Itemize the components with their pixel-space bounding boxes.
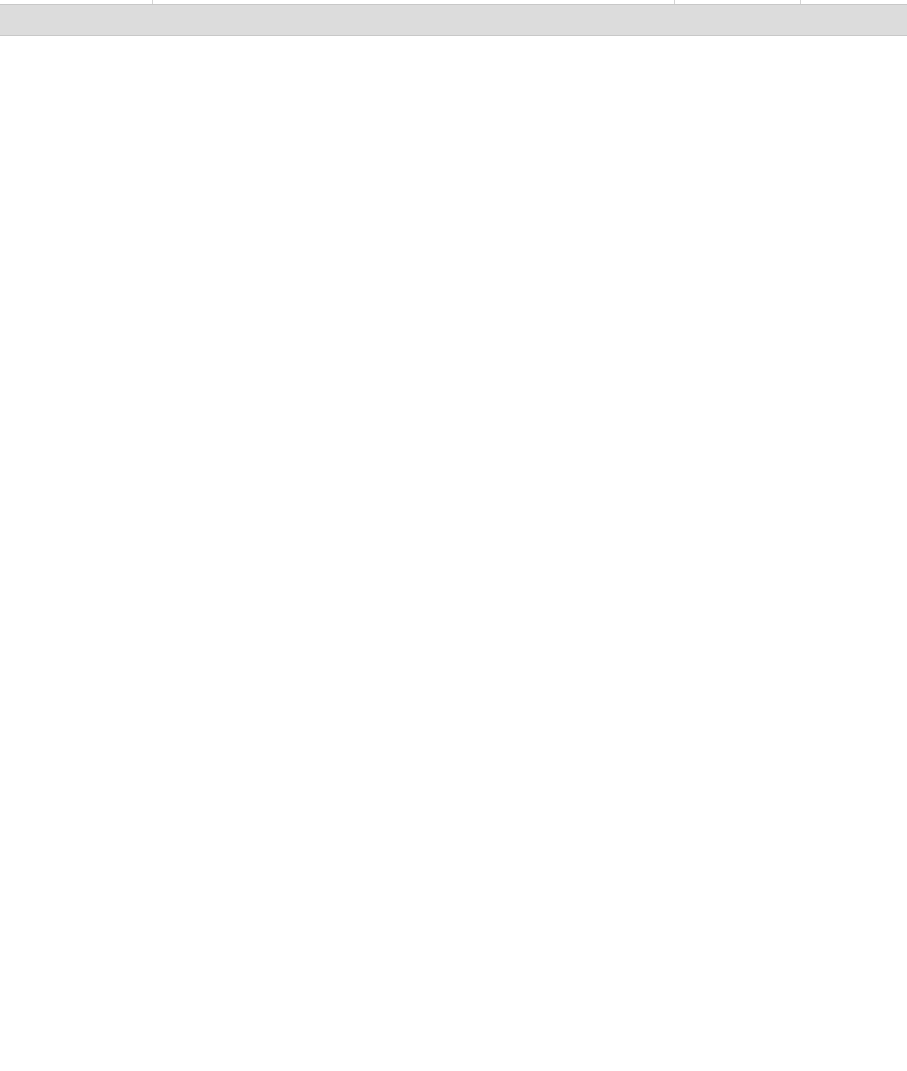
date-header <box>0 4 907 36</box>
